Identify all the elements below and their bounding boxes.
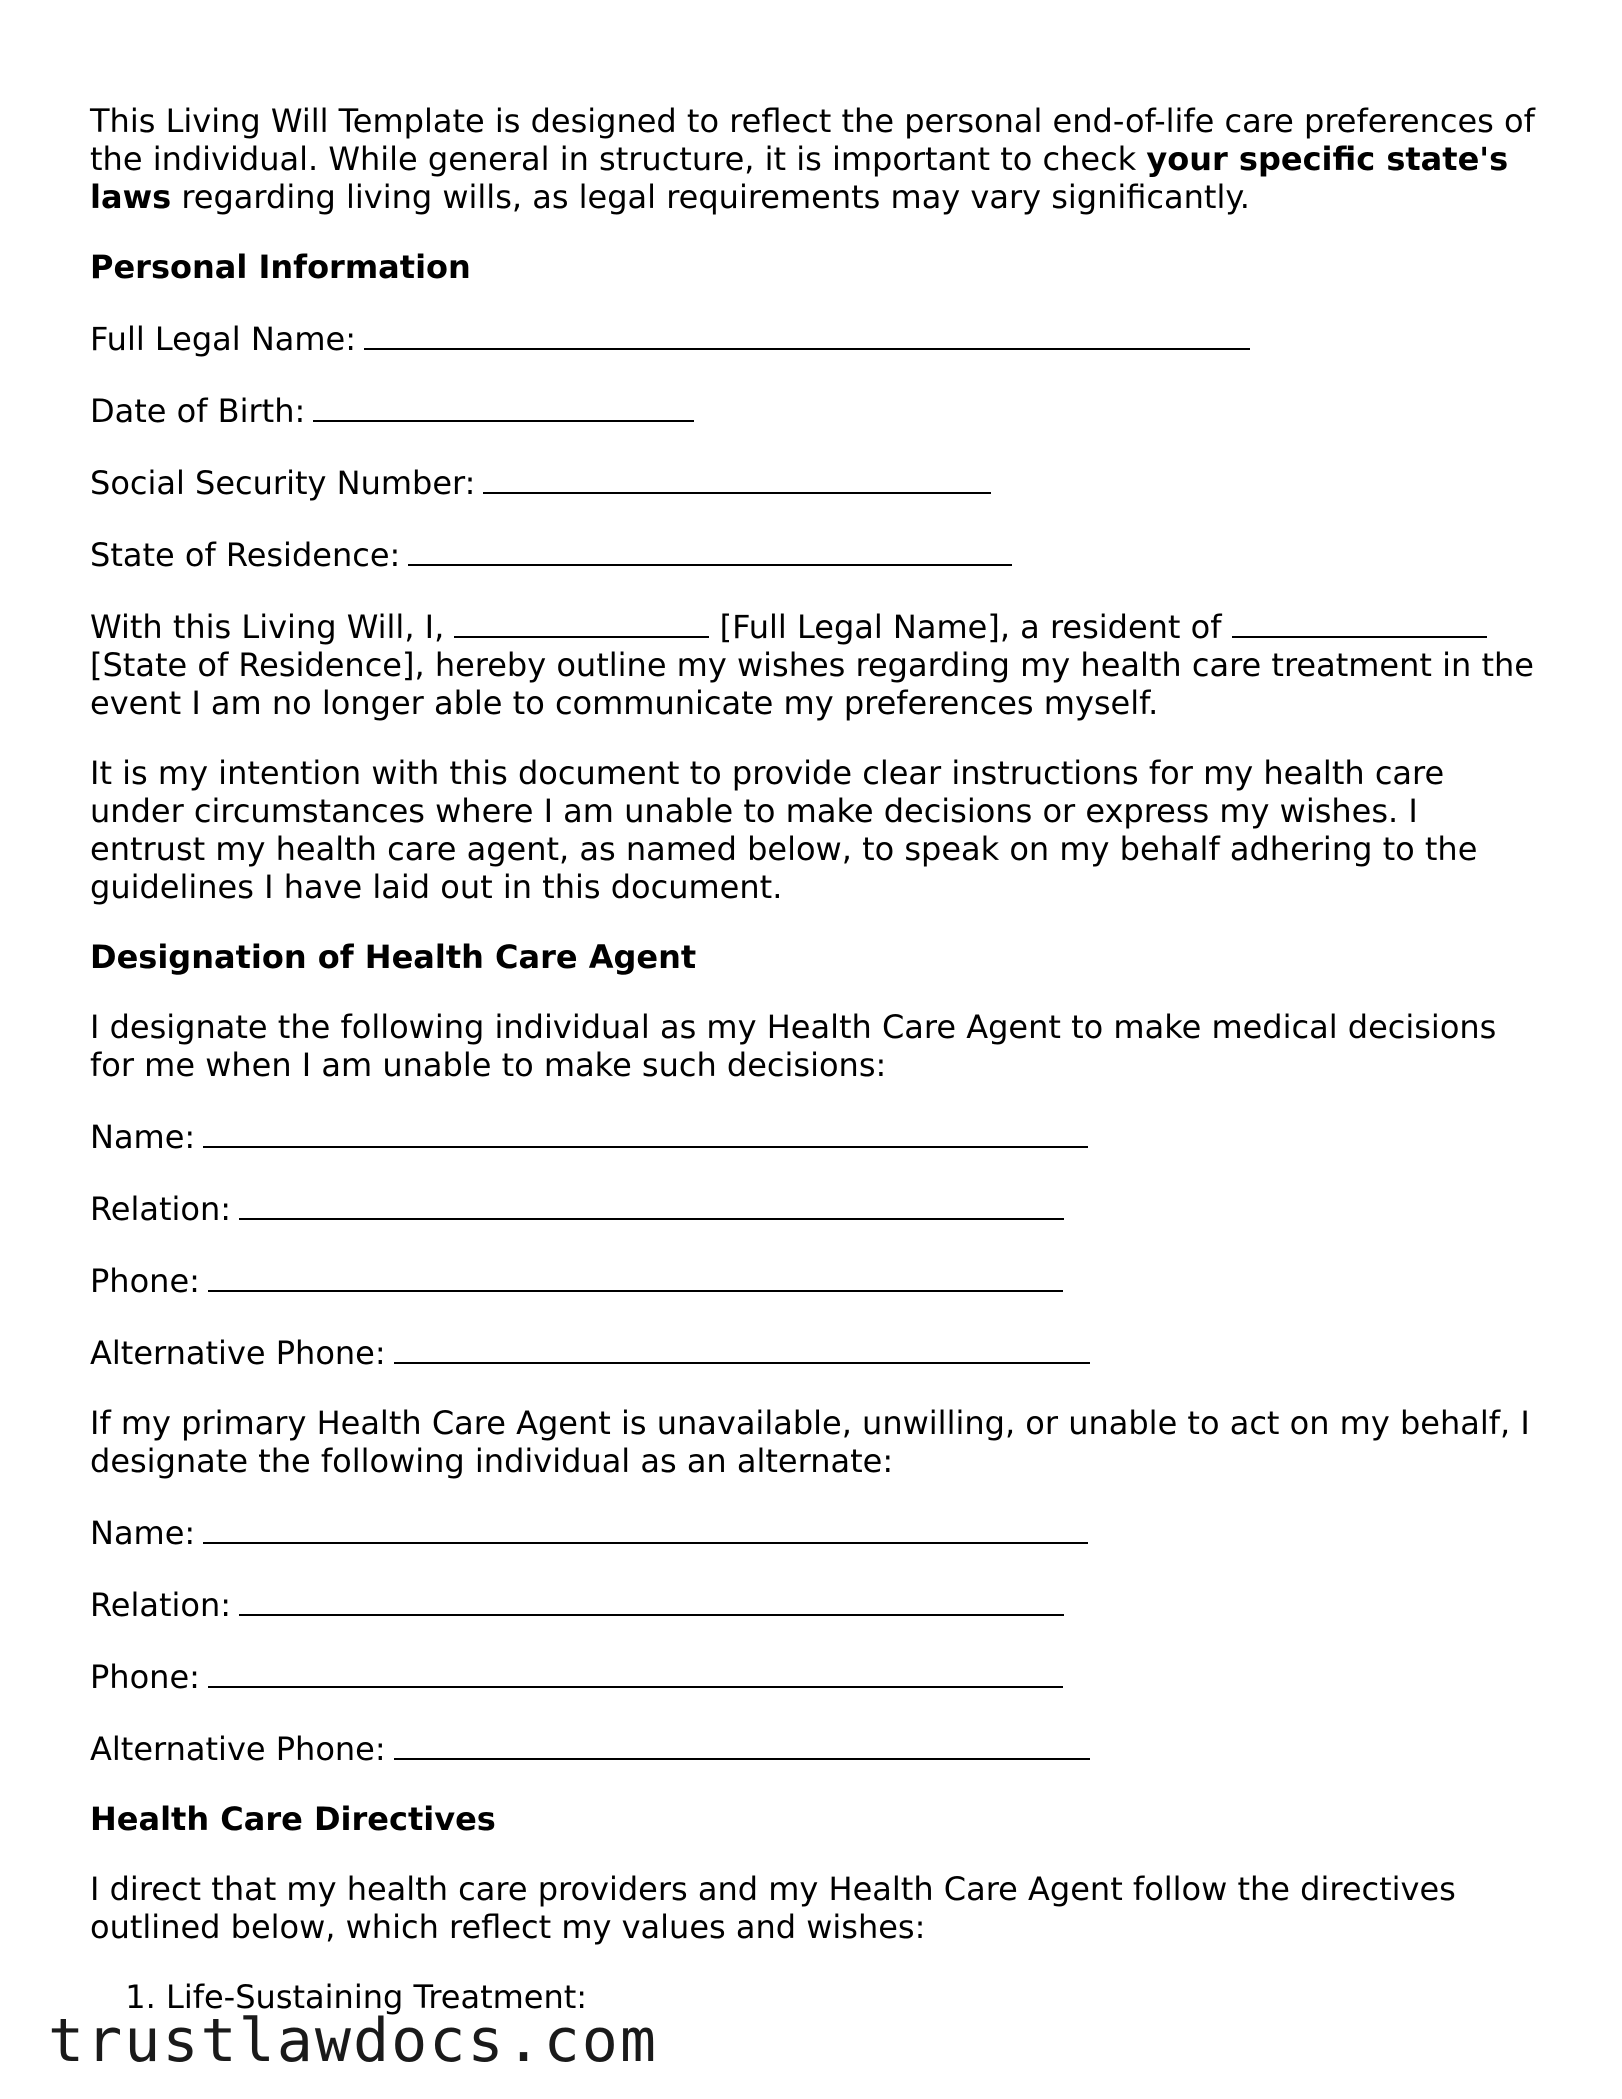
agent-phone-label: Phone: — [90, 1262, 200, 1300]
full-name-field[interactable] — [90, 318, 1540, 358]
state-blank[interactable] — [408, 534, 1012, 566]
ssn-label: Social Security Number: — [90, 464, 476, 502]
agent-alt-phone-label: Alternative Phone: — [90, 1334, 386, 1372]
alternate-alt-phone-blank[interactable] — [394, 1728, 1090, 1760]
agent-heading: Designation of Health Care Agent — [90, 938, 697, 976]
intro-paragraph — [90, 102, 1540, 216]
agent-phone-blank[interactable] — [208, 1260, 1063, 1292]
dob-blank[interactable] — [313, 390, 694, 422]
agent-intro: I designate the following individual as my Health Care Agent to make medical decisions for me when I am unable to make such decisions: — [90, 1008, 1497, 1084]
intro-text-1: This Living Will Template is designed to reflect the personal end-of-life care preferences of the individual. While general in structure, it is important to check — [90, 102, 1535, 178]
declaration-paragraph — [90, 606, 1540, 722]
alternate-name-field[interactable] — [90, 1512, 1540, 1552]
agent-relation-blank[interactable] — [239, 1188, 1064, 1220]
agent-phone-field[interactable] — [90, 1260, 1540, 1300]
alternate-name-label: Name: — [90, 1514, 196, 1552]
declaration-state-blank[interactable] — [1232, 606, 1487, 638]
full-name-blank[interactable] — [364, 318, 1250, 350]
declaration-text-3: [State of Residence], hereby outline my wishes regarding my health care treatment in the event I am no longer able to communicate my preferences myself. — [90, 646, 1534, 722]
declaration-name-blank[interactable] — [454, 606, 709, 638]
intro-bold-text: your specific state's laws — [90, 140, 1509, 216]
directives-intro: I direct that my health care providers and my Health Care Agent follow the directives outlined below, which reflect my values and wishes: — [90, 1870, 1456, 1946]
alternate-phone-blank[interactable] — [208, 1656, 1063, 1688]
declaration-text-2: [Full Legal Name], a resident of — [709, 608, 1232, 646]
alternate-name-blank[interactable] — [203, 1512, 1088, 1544]
alternate-phone-field[interactable] — [90, 1656, 1540, 1696]
directives-heading: Health Care Directives — [90, 1800, 496, 1838]
agent-relation-field[interactable] — [90, 1188, 1540, 1228]
agent-alt-phone-blank[interactable] — [394, 1332, 1090, 1364]
declaration-text-1: With this Living Will, I, — [90, 608, 455, 646]
alternate-intro: If my primary Health Care Agent is unavailable, unwilling, or unable to act on my behalf, I designate the following individual as an alternate: — [90, 1404, 1530, 1480]
alternate-relation-blank[interactable] — [239, 1584, 1064, 1616]
ssn-field[interactable] — [90, 462, 1540, 502]
intro-text-2: regarding living wills, as legal requirements may vary significantly. — [171, 178, 1250, 216]
agent-alt-phone-field[interactable] — [90, 1332, 1540, 1372]
intention-paragraph: It is my intention with this document to provide clear instructions for my health care under circumstances where I am unable to make decisions or express my wishes. I entrust my health care agent, as named below, to speak on my behalf adhering to the guidelines I have laid out in this document. — [90, 754, 1478, 906]
watermark-logo: trustlawdocs.com — [48, 2006, 658, 2076]
alternate-phone-label: Phone: — [90, 1658, 200, 1696]
dob-field[interactable] — [90, 390, 1540, 430]
alternate-alt-phone-field[interactable] — [90, 1728, 1540, 1768]
agent-relation-label: Relation: — [90, 1190, 232, 1228]
agent-name-field[interactable] — [90, 1116, 1540, 1156]
alternate-relation-field[interactable] — [90, 1584, 1540, 1624]
agent-name-blank[interactable] — [203, 1116, 1088, 1148]
document-body — [90, 102, 1540, 2016]
full-name-label: Full Legal Name: — [90, 320, 357, 358]
dob-label: Date of Birth: — [90, 392, 306, 430]
state-label: State of Residence: — [90, 536, 401, 574]
personal-info-heading: Personal Information — [90, 248, 471, 286]
alternate-relation-label: Relation: — [90, 1586, 232, 1624]
alternate-alt-phone-label: Alternative Phone: — [90, 1730, 386, 1768]
ssn-blank[interactable] — [483, 462, 991, 494]
agent-name-label: Name: — [90, 1118, 196, 1156]
state-field[interactable] — [90, 534, 1540, 574]
directive-item: 1. Life-Sustaining Treatment: — [166, 1978, 1540, 2016]
